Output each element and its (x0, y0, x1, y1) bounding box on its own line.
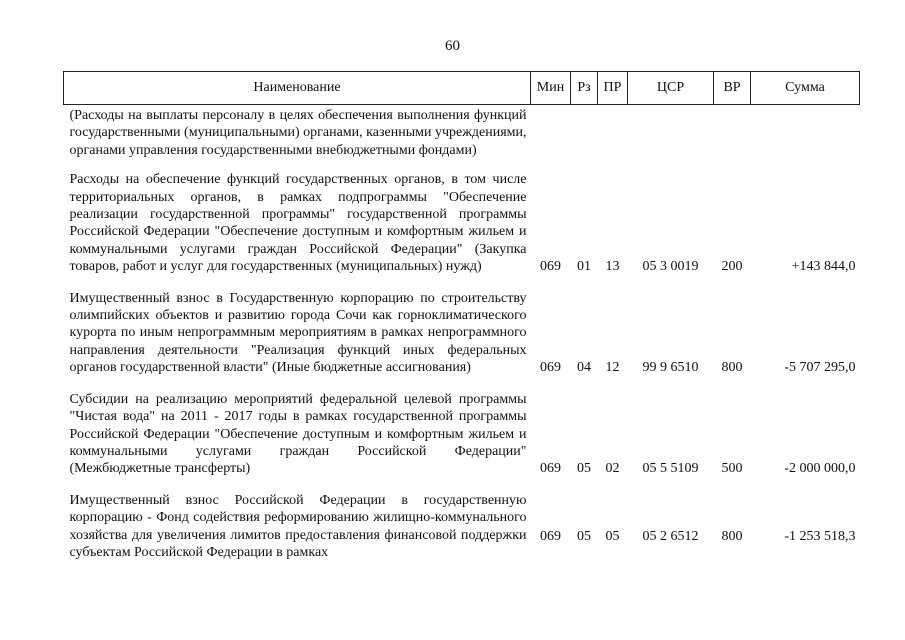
row-min (531, 105, 571, 164)
row-csr: 05 3 0019 (642, 259, 699, 275)
row-pr: 13 (605, 259, 620, 275)
row-rz: 05 (577, 461, 591, 477)
row-name: Имущественный взнос Российской Федерации в государственную корпорацию - Фонд содействия реформированию жилищно-коммунального хозяйства для увеличения лимитов предоставления финансовой поддержки субъектам Российской Федерации в рамках (69, 492, 527, 560)
table-row (64, 381, 860, 482)
row-rz (571, 105, 598, 164)
header-min: Мин (531, 72, 571, 105)
row-vr: 200 (721, 259, 743, 275)
row-name: (Расходы на выплаты персоналу в целях обеспечения выполнения функций государственными (муниципальными) органами, казенными учреждениями, органами управления государственными внебюджетными фондами) (69, 108, 527, 158)
header-csr: ЦСР (628, 72, 714, 105)
row-sum (751, 105, 860, 164)
row-vr: 800 (721, 528, 743, 544)
row-vr: 800 (721, 360, 743, 376)
table-header-row (64, 72, 860, 105)
table-row (64, 482, 860, 566)
row-csr: 99 9 6510 (642, 360, 699, 376)
row-rz: 04 (577, 360, 591, 376)
row-pr: 12 (605, 360, 620, 376)
row-csr: 05 2 6512 (642, 528, 699, 544)
table-row (64, 105, 860, 164)
budget-table (63, 71, 860, 565)
header-name: Наименование (64, 72, 531, 105)
row-vr (714, 105, 751, 164)
header-rz: Рз (571, 72, 598, 105)
header-vr: ВР (714, 72, 751, 105)
row-name: Расходы на обеспечение функций государственных органов, в том числе территориальных органов, в рамках подпрограммы "Обеспечение реализации государственной программы" государственной программы Российской Федерации "Обеспечение доступным и комфортным жильем и коммунальными услугами граждан Российской Федерации" (Закупка товаров, работ и услуг для государственных (муниципальных) нужд) (69, 172, 527, 275)
header-pr: ПР (598, 72, 628, 105)
row-pr (598, 105, 628, 164)
row-csr: 05 5 5109 (642, 461, 699, 477)
table-row (64, 163, 860, 279)
row-rz: 05 (577, 528, 591, 544)
row-sum: -1 253 518,3 (784, 528, 856, 544)
header-sum: Сумма (751, 72, 860, 105)
row-csr (628, 105, 714, 164)
row-sum: +143 844,0 (791, 259, 856, 275)
table-row (64, 280, 860, 381)
row-min: 069 (540, 360, 561, 376)
row-vr: 500 (721, 461, 743, 477)
row-min: 069 (540, 259, 561, 275)
row-min: 069 (540, 528, 561, 544)
page-number: 60 (445, 38, 460, 54)
row-sum: -2 000 000,0 (784, 461, 856, 477)
row-sum: -5 707 295,0 (784, 360, 856, 376)
row-name: Субсидии на реализацию мероприятий федеральной целевой программы "Чистая вода" на 2011 - 2017 годы в рамках государственной программы Российской Федерации "Обеспечение доступным и комфортным жильем и коммунальными услугами граждан Российской Федерации" (Межбюджетные трансферты) (69, 391, 527, 477)
row-min: 069 (540, 461, 561, 477)
row-pr: 05 (605, 528, 620, 544)
row-pr: 02 (605, 461, 620, 477)
row-name: Имущественный взнос в Государственную корпорацию по строительству олимпийских объектов и развитию города Сочи как горноклиматического курорта по иным непрограммным мероприятиям в рамках непрограммного направления деятельности "Реализация функций иных федеральных органов государственной власти" (Иные бюджетные ассигнования) (69, 290, 527, 376)
row-rz: 01 (577, 259, 591, 275)
